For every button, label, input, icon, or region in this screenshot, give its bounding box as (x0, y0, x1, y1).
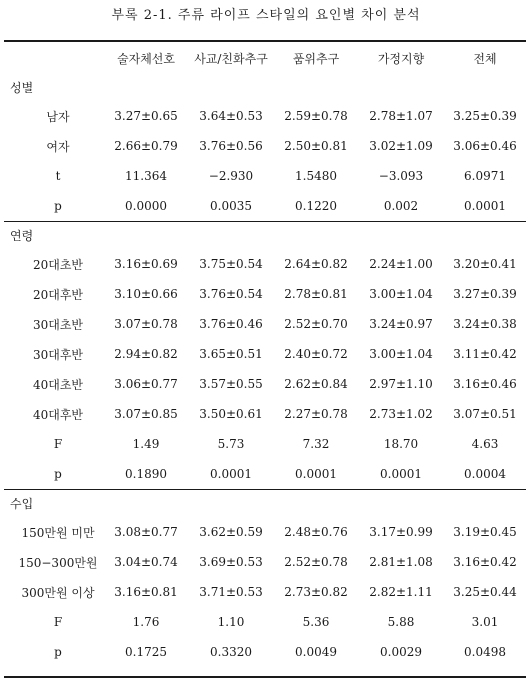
value-cell: 3.65±0.51 (199, 347, 263, 361)
value-cell: 5.36 (302, 615, 330, 629)
value-cell: 3.69±0.53 (199, 555, 263, 569)
value-cell: 3.04±0.74 (114, 555, 178, 569)
row-label: p (54, 199, 62, 213)
value-cell: 3.08±0.77 (114, 525, 178, 539)
value-cell: 2.27±0.78 (284, 407, 348, 421)
value-cell: 3.62±0.59 (199, 525, 263, 539)
value-cell: 3.02±1.09 (369, 139, 433, 153)
row-label: p (54, 645, 62, 659)
value-cell: 2.52±0.78 (284, 555, 348, 569)
value-cell: 2.62±0.84 (284, 377, 348, 391)
header-cell: 술자체선호 (117, 51, 175, 66)
value-cell: 3.07±0.85 (114, 407, 178, 421)
table-row (4, 191, 526, 222)
value-cell: 11.364 (125, 169, 167, 183)
row-label: F (53, 437, 63, 451)
section-label: 연령 (4, 222, 526, 250)
row-label: 20대초반 (32, 257, 84, 272)
table-row (4, 101, 526, 131)
value-cell: 3.76±0.46 (199, 317, 263, 331)
value-cell: 2.97±1.10 (369, 377, 433, 391)
table-header (4, 42, 526, 74)
row-label: t (55, 169, 61, 183)
value-cell: 2.78±0.81 (284, 287, 348, 301)
value-cell: 3.00±1.04 (369, 347, 433, 361)
value-cell: 7.32 (302, 437, 330, 451)
row-label: 여자 (46, 139, 70, 154)
value-cell: 3.07±0.78 (114, 317, 178, 331)
value-cell: 0.0001 (210, 467, 252, 481)
row-label: 30대후반 (32, 347, 84, 362)
table-row (4, 399, 526, 429)
value-cell: 2.82±1.11 (369, 585, 433, 599)
value-cell: 3.27±0.65 (114, 109, 178, 123)
value-cell: 5.73 (217, 437, 245, 451)
value-cell: 0.3320 (210, 645, 252, 659)
value-cell: 3.20±0.41 (453, 257, 517, 271)
value-cell: 3.50±0.61 (199, 407, 263, 421)
value-cell: 2.78±1.07 (369, 109, 433, 123)
value-cell: 2.59±0.78 (284, 109, 348, 123)
bottom-rule (4, 676, 526, 678)
row-label: 20대후반 (32, 287, 84, 302)
value-cell: 3.25±0.39 (453, 109, 517, 123)
value-cell: −2.930 (208, 169, 254, 183)
value-cell: 3.71±0.53 (199, 585, 263, 599)
value-cell: 3.07±0.51 (453, 407, 517, 421)
value-cell: 0.1890 (125, 467, 167, 481)
value-cell: 0.0001 (380, 467, 422, 481)
value-cell: 2.73±1.02 (369, 407, 433, 421)
row-label: 40대초반 (32, 377, 84, 392)
table-row (4, 161, 526, 191)
row-label: 40대후반 (32, 407, 84, 422)
value-cell: 3.16±0.46 (453, 377, 517, 391)
section-row (4, 490, 526, 518)
table-row (4, 637, 526, 667)
value-cell: 3.25±0.44 (453, 585, 517, 599)
value-cell: 0.0000 (125, 199, 167, 213)
table-row (4, 547, 526, 577)
header-cell: 가정지향 (377, 51, 425, 66)
row-label: 300만원 이상 (21, 585, 95, 600)
value-cell: 3.24±0.97 (369, 317, 433, 331)
value-cell: 0.002 (383, 199, 419, 213)
section-row (4, 74, 526, 101)
table-row (4, 339, 526, 369)
value-cell: 3.16±0.81 (114, 585, 178, 599)
table-row (4, 517, 526, 547)
header-cell: 품위추구 (292, 51, 340, 66)
value-cell: 0.1220 (295, 199, 337, 213)
value-cell: 3.19±0.45 (453, 525, 517, 539)
table-row (4, 607, 526, 637)
value-cell: 0.1725 (125, 645, 167, 659)
value-cell: 2.81±1.08 (369, 555, 433, 569)
table-title: 부록 2-1. 주류 라이프 스타일의 요인별 차이 분석 (111, 8, 421, 23)
value-cell: 3.17±0.99 (369, 525, 433, 539)
value-cell: 3.00±1.04 (369, 287, 433, 301)
value-cell: 3.16±0.42 (453, 555, 517, 569)
value-cell: 2.48±0.76 (284, 525, 348, 539)
value-cell: 3.06±0.46 (453, 139, 517, 153)
row-label: F (53, 615, 63, 629)
header-cell (4, 42, 104, 74)
section-label: 수입 (4, 490, 526, 518)
value-cell: 3.64±0.53 (199, 109, 263, 123)
value-cell: 5.88 (387, 615, 415, 629)
table-body (4, 74, 526, 667)
table-row (4, 279, 526, 309)
header-row (4, 42, 526, 74)
value-cell: 0.0049 (295, 645, 337, 659)
value-cell: 0.0035 (210, 199, 252, 213)
value-cell: 0.0029 (380, 645, 422, 659)
value-cell: 1.49 (132, 437, 160, 451)
row-label: 150−300만원 (18, 555, 98, 570)
results-table (4, 42, 526, 667)
value-cell: 2.94±0.82 (114, 347, 178, 361)
table-row (4, 459, 526, 490)
value-cell: 3.24±0.38 (453, 317, 517, 331)
value-cell: 0.0004 (464, 467, 506, 481)
table-row (4, 429, 526, 459)
header-cell: 전체 (473, 51, 497, 66)
row-label: 150만원 미만 (21, 525, 95, 540)
value-cell: 3.10±0.66 (114, 287, 178, 301)
value-cell: 18.70 (383, 437, 419, 451)
header-cell: 사교/친화추구 (194, 51, 268, 66)
table-row (4, 249, 526, 279)
row-label: p (54, 467, 62, 481)
value-cell: 4.63 (471, 437, 499, 451)
value-cell: 3.16±0.69 (114, 257, 178, 271)
value-cell: 2.73±0.82 (284, 585, 348, 599)
table-row (4, 577, 526, 607)
table-row (4, 369, 526, 399)
row-label: 남자 (46, 109, 70, 124)
value-cell: 1.76 (132, 615, 160, 629)
value-cell: 0.0498 (464, 645, 506, 659)
value-cell: 2.64±0.82 (284, 257, 348, 271)
value-cell: 2.66±0.79 (114, 139, 178, 153)
table-row (4, 309, 526, 339)
value-cell: 1.10 (217, 615, 245, 629)
value-cell: 3.27±0.39 (453, 287, 517, 301)
value-cell: 3.11±0.42 (453, 347, 517, 361)
value-cell: 2.40±0.72 (284, 347, 348, 361)
value-cell: 6.0971 (464, 169, 506, 183)
value-cell: 3.76±0.56 (199, 139, 263, 153)
value-cell: 3.06±0.77 (114, 377, 178, 391)
value-cell: 3.57±0.55 (199, 377, 263, 391)
section-row (4, 222, 526, 250)
value-cell: 3.01 (471, 615, 499, 629)
value-cell: −3.093 (378, 169, 424, 183)
value-cell: 2.52±0.70 (284, 317, 348, 331)
value-cell: 2.24±1.00 (369, 257, 433, 271)
section-label: 성별 (10, 81, 34, 95)
value-cell: 0.0001 (295, 467, 337, 481)
value-cell: 1.5480 (295, 169, 337, 183)
value-cell: 3.75±0.54 (199, 257, 263, 271)
value-cell: 2.50±0.81 (284, 139, 348, 153)
value-cell: 3.76±0.54 (199, 287, 263, 301)
table-row (4, 131, 526, 161)
row-label: 30대초반 (32, 317, 84, 332)
value-cell: 0.0001 (464, 199, 506, 213)
